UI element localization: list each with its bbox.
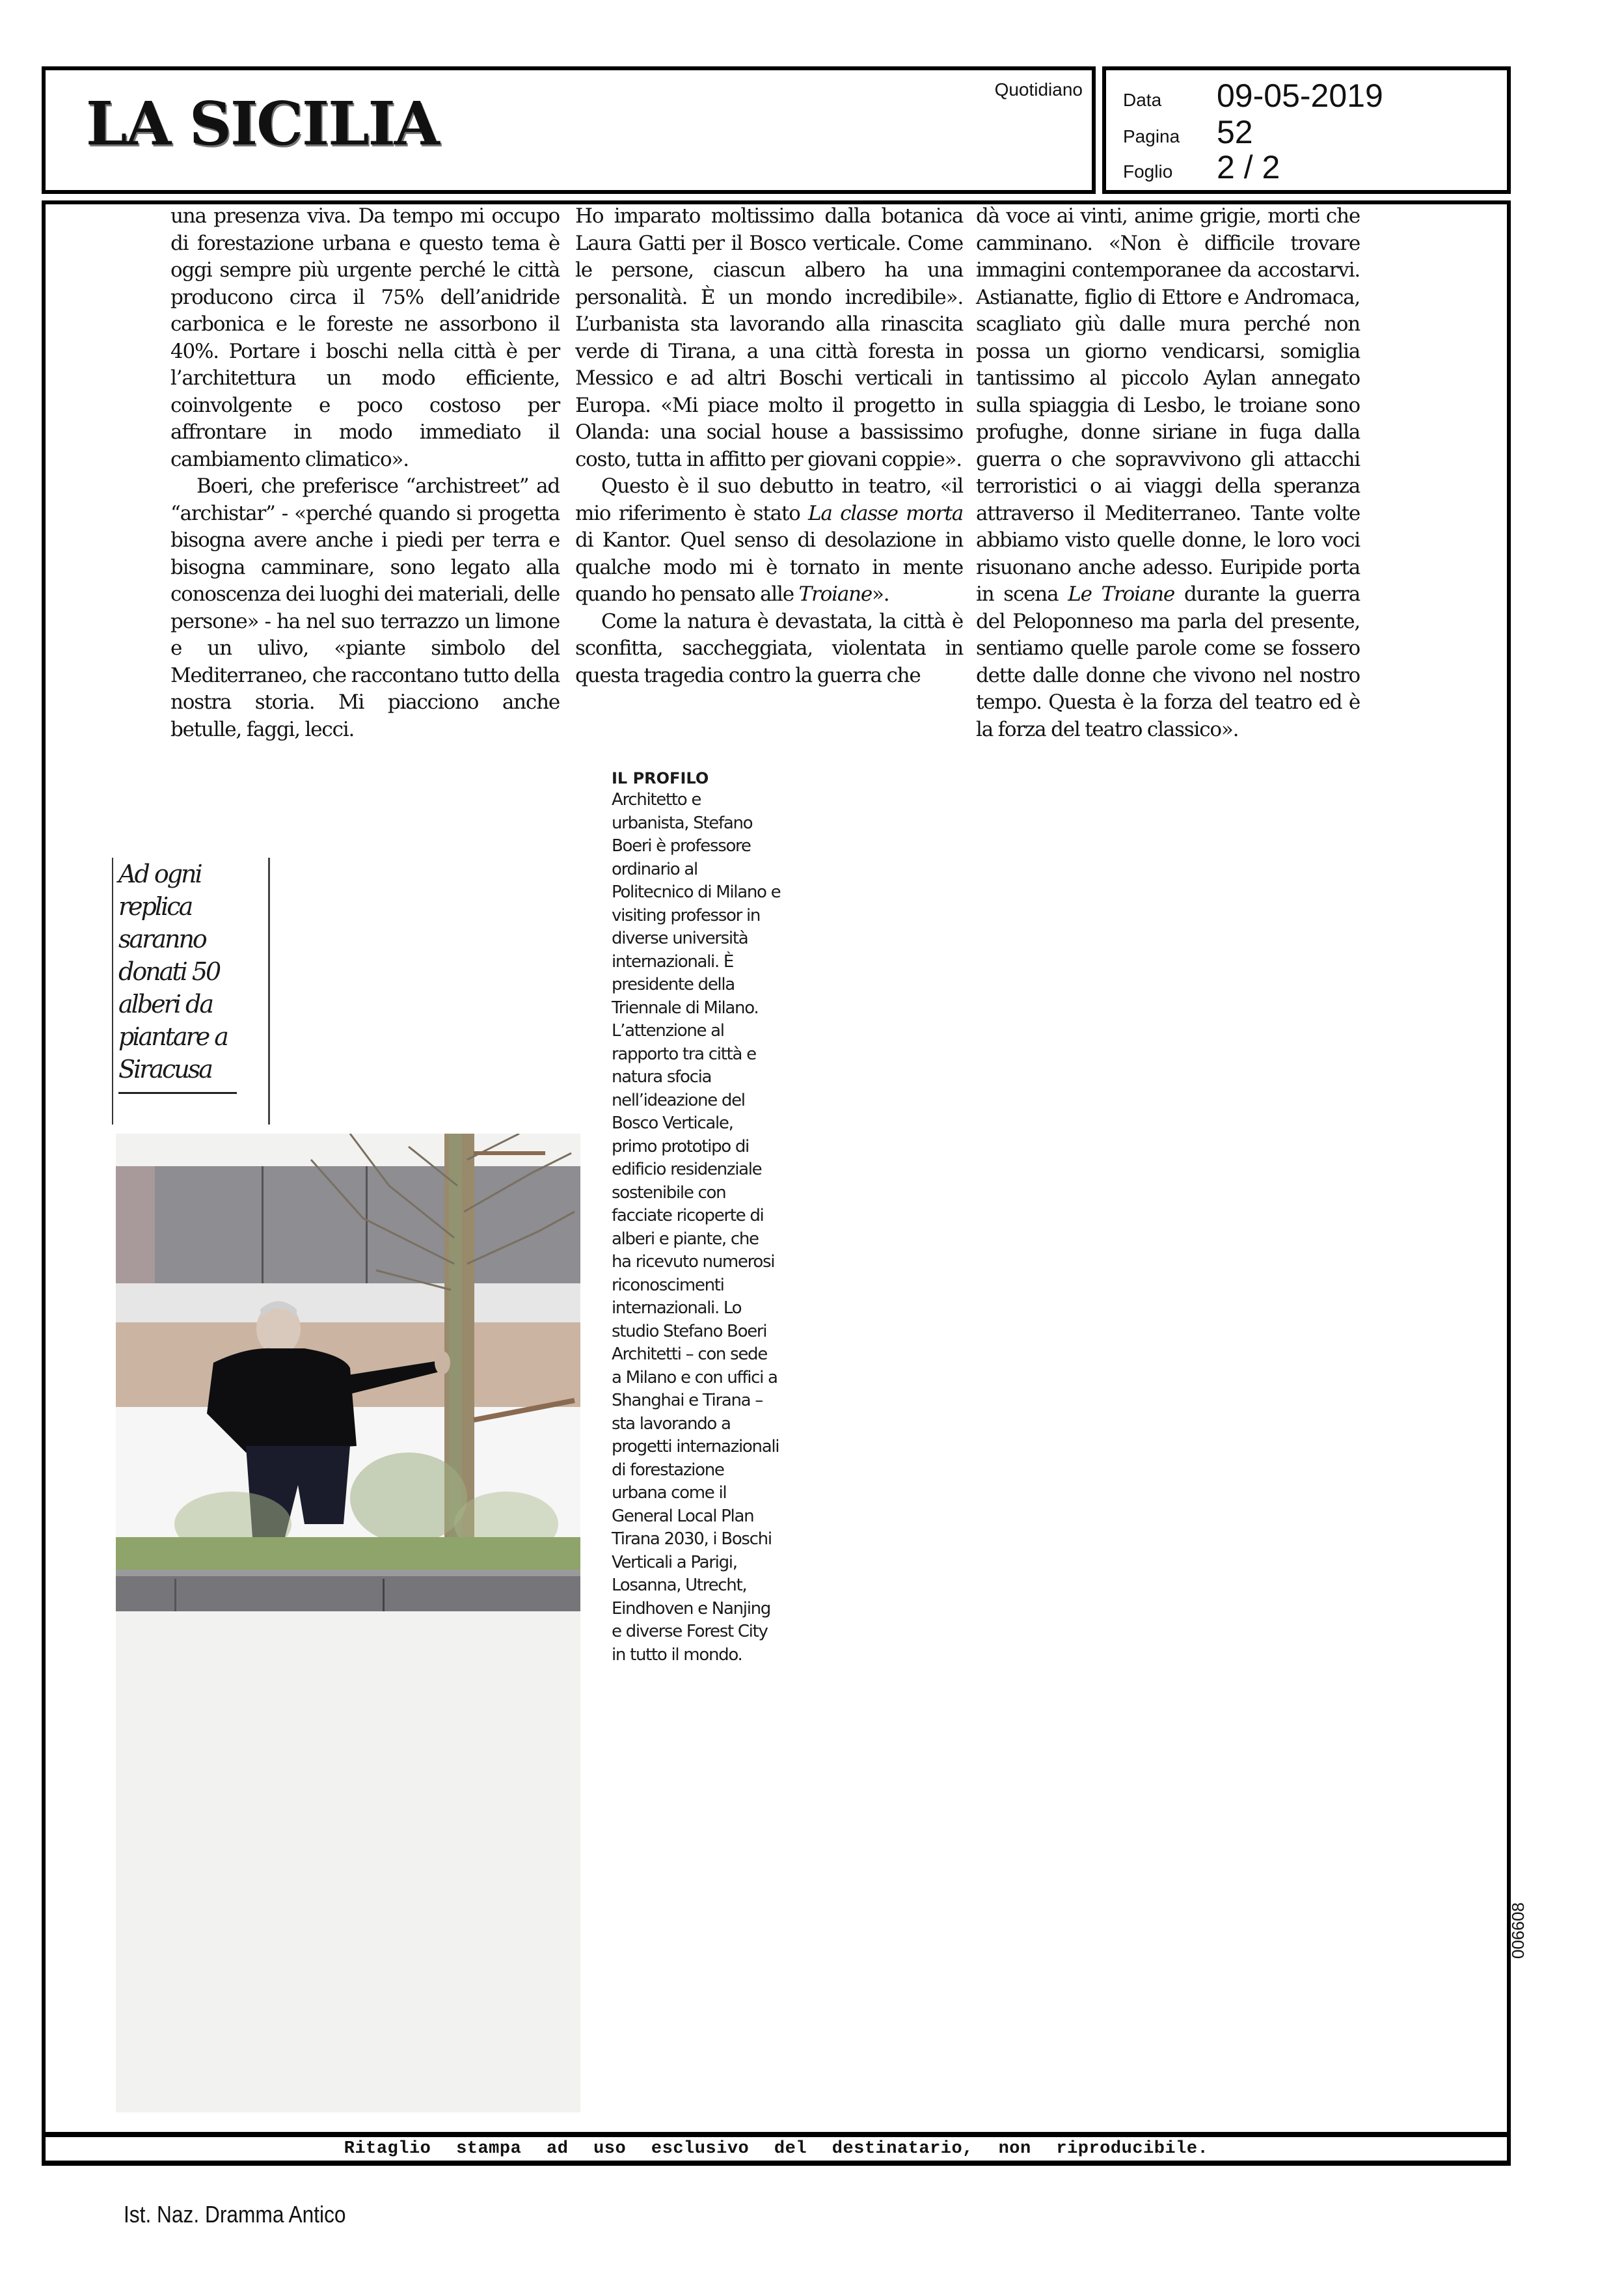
side-reference-code: 006608 [1508,1902,1528,1959]
pull-quote-text: Ad ogni replica saranno donati 50 alberi da piantare a Siracusa [118,860,227,1084]
work-title-la-classe-morta: La classe morta [808,501,963,525]
work-title-troiane: Troiane [798,582,873,606]
article-paragraph: Come la natura è devastata, la città è sconfitta, saccheggiata, violentata in questa tragedia contro la guerra che [575,609,963,687]
planter-box-lip [116,1570,580,1576]
page-label: Pagina [1123,126,1180,146]
article-paragraph [575,473,963,608]
window-mullion [262,1166,264,1283]
article-photo [116,1134,580,2112]
planter-seam [174,1579,176,1611]
header-masthead-box [42,66,1096,194]
article-column-2 [575,203,963,689]
work-title-le-troiane: Le Troiane [1068,582,1175,606]
article-column-1 [170,203,560,743]
periodicity-label: Quotidiano [994,79,1083,100]
profile-title: IL PROFILO [612,769,709,787]
article-column-3 [976,203,1360,743]
photo-illustration [116,1134,580,2112]
clipping-notice-bar [42,2132,1511,2166]
newspaper-masthead: LA SICILIA [86,89,439,159]
person-hand [435,1351,450,1374]
article-paragraph [976,203,1360,743]
page-value: 52 [1217,114,1253,150]
sheet-value: 2 / 2 [1217,149,1280,185]
text-run: Questo è il suo debutto in teatro, «il mio riferimento è stato [575,474,963,525]
shrub [350,1453,467,1544]
source-label: Ist. Naz. Dramma Antico [124,2201,346,2228]
sheet-label: Foglio [1123,161,1173,182]
date-value: 09-05-2019 [1217,77,1383,114]
clipping-notice: Ritaglio stampa ad uso esclusivo del destinatario, non riproducibile. [344,2139,1209,2159]
text-run: ». [872,582,889,606]
pull-quote [112,858,270,1125]
article-paragraph: Boeri, che preferisce “archistreet” ad “archistar” - «perché quando si progetta bisogna avere anche i piedi per terra e bisogna camminare, sono legato alla conoscenza dei luoghi dei materiali, delle persone» - ha nel suo terrazzo un limone e un ulivo, «piante simbolo del Mediterraneo, che raccontano tutto della nostra storia. Mi piacciono anche betulle, faggi, lecci. [170,474,560,741]
article-paragraph: Ho imparato moltissimo dalla botanica Laura Gatti per il Bosco verticale. Come le persone, ciascun albero ha una personalità. È un mondo incredibile». L’urbanista sta lavorando alla rinascita verde di Tirana, a una città foresta in Messico e ad altri Boschi verticali in Europa. «Mi piace molto il progetto in Olanda: una social house a bassissimo costo, tutta in affitto per giovani coppie». [575,204,963,471]
planter-seam [383,1579,385,1611]
text-run: dà voce ai vinti, anime grigie, morti che camminano. «Non è difficile trovare immagini contemporanee da accostarvi. Astianatte, figlio di Ettore e Andromaca, scagliato giù dalle mura perché non possa un giorno vendicarsi, somiglia tantissimo al piccolo Aylan annegato sulla spiaggia di Lesbo, le troiane sono profughe, donne siriane in fuga dalla guerra o che sopravvivono gli attacchi terroristici o ai viaggi della speranza attraverso il Mediterraneo. Tante volte abbiamo visto quelle donne, le loro voci risuonano anche adesso. Euripide porta in scena [976,204,1360,606]
pull-quote-rule [118,1092,237,1094]
building-window-band [116,1166,580,1283]
article-paragraph: una presenza viva. Da tempo mi occupo di forestazione urbana e questo tema è oggi sempre più urgente perché le città producono circa il 75% dell’anidride carbonica e le foreste ne assorbono il 40%. Portare i boschi nella città è per l’architettura un modo efficiente, coinvolgente e poco costoso per affrontare in modo immediato il cambiamento climatico». [170,204,560,471]
date-label: Data [1123,90,1162,110]
planter-grass [116,1537,580,1570]
building-light-band [116,1283,580,1322]
text-run: di Kantor. Quel senso di desolazione in qualche modo mi è tornato in mente quando ho pensato alle [575,528,963,606]
profile-sidebar [612,768,781,1667]
building-window-pane [116,1166,155,1283]
header-meta-box [1102,66,1511,194]
text-run: durante la guerra del Peloponneso ma parla del presente, sentiamo quelle parole come se fossero dette dalle donne che vivono nel nostro tempo. Questa è la forza del teatro ed è la forza del teatro classico». [976,582,1360,741]
profile-text: Architetto e urbanista, Stefano Boeri è professore ordinario al Politecnico di Milano e visiting professor in diverse università internazionali. È presidente della Triennale di Milano. L’attenzione al rapporto tra città e natura sfocia nell’ideazione del Bosco Verticale, primo prototipo di edificio residenziale sostenibile con facciate ricoperte di alberi e piante, che ha ricevuto numerosi riconoscimenti internazionali. Lo studio Stefano Boeri Architetti – con sede a Milano e con uffici a Shanghai e Tirana – sta lavorando a progetti internazionali di forestazione urbana come il General Local Plan Tirana 2030, i Boschi Verticali a Parigi, Losanna, Utrecht, Eindhoven e Nanjing e diverse Forest City in tutto il mondo. [612,790,781,1665]
